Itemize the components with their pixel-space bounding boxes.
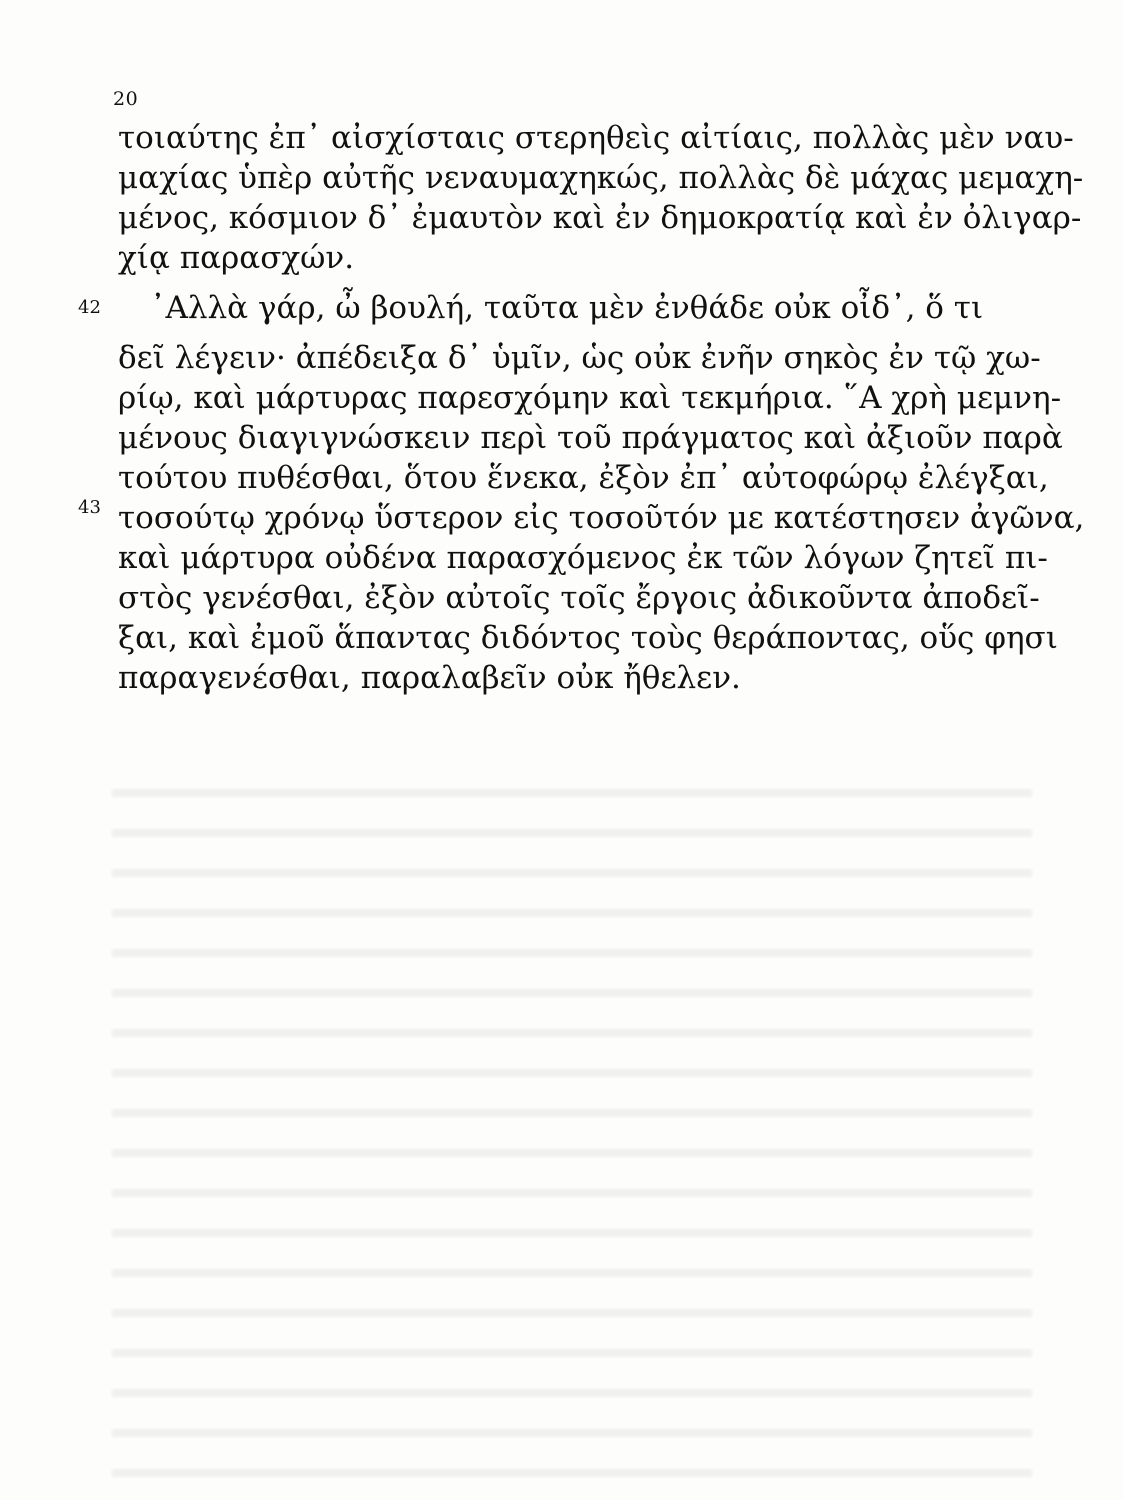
text-line: τοσούτῳ χρόνῳ ὕστερον εἰς τοσοῦτόν με κατέστησεν ἀγῶνα, xyxy=(118,500,1085,536)
section-number-43: 43 xyxy=(78,497,101,518)
text-line: στὸς γενέσθαι, ἐξὸν αὐτοῖς τοῖς ἔργοις ἀδικοῦντα ἀποδεῖ- xyxy=(118,580,1040,616)
text-line: τούτου πυθέσθαι, ὅτου ἕνεκα, ἐξὸν ἐπ᾽ αὐτοφώρῳ ἐλέγξαι, xyxy=(118,460,1049,496)
text-line: καὶ μάρτυρα οὐδένα παρασχόμενος ἐκ τῶν λόγων ζητεῖ πι- xyxy=(118,540,1048,576)
text-line: ρίῳ, καὶ μάρτυρας παρεσχόμην καὶ τεκμήρια. ῞Α χρὴ μεμνη- xyxy=(118,380,1062,416)
text-line: μένος, κόσμιον δ᾽ ἐμαυτὸν καὶ ἐν δημοκρατίᾳ καὶ ἐν ὀλιγαρ- xyxy=(118,200,1082,236)
text-line: τοιαύτης ἐπ᾽ αἰσχίσταις στερηθεὶς αἰτίαις, πολλὰς μὲν ναυ- xyxy=(118,120,1074,156)
text-line: χίᾳ παρασχών. xyxy=(118,240,355,276)
text-line: μαχίας ὑπὲρ αὐτῆς νεναυμαχηκώς, πολλὰς δὲ μάχας μεμαχη- xyxy=(118,160,1084,196)
text-line: ᾽Αλλὰ γάρ, ὦ βουλή, ταῦτα μὲν ἐνθάδε οὐκ οἶδ᾽, ὅ τι xyxy=(150,290,984,326)
show-through-text xyxy=(112,775,1032,1495)
text-line: μένους διαγιγνώσκειν περὶ τοῦ πράγματος καὶ ἀξιοῦν παρὰ xyxy=(118,420,1063,456)
text-line: παραγενέσθαι, παραλαβεῖν οὐκ ἤθελεν. xyxy=(118,660,741,696)
page-number: 20 xyxy=(113,88,139,110)
text-line: ξαι, καὶ ἐμοῦ ἅπαντας διδόντος τοὺς θεράποντας, οὕς φησι xyxy=(118,620,1058,656)
text-line: δεῖ λέγειν· ἀπέδειξα δ᾽ ὑμῖν, ὡς οὐκ ἐνῆν σηκὸς ἐν τῷ χω- xyxy=(118,340,1041,376)
section-number-42: 42 xyxy=(78,297,101,318)
